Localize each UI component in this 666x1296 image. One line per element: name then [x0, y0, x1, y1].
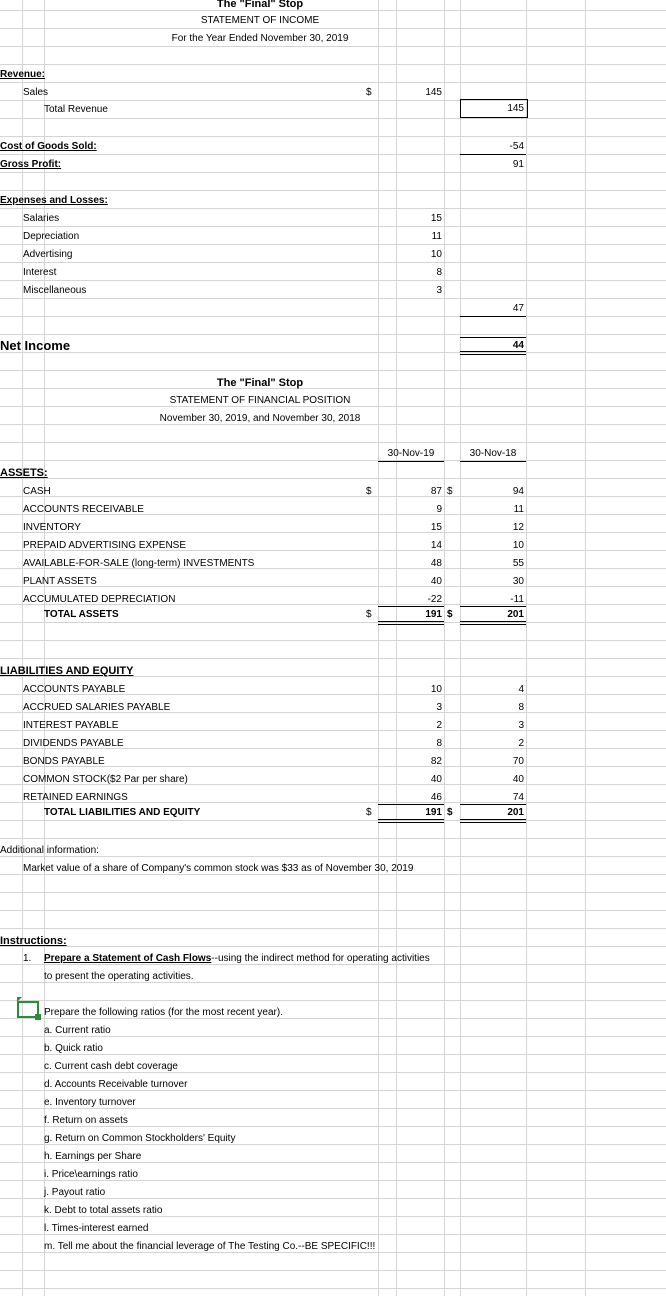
instructions-heading: Instructions:	[0, 935, 67, 947]
income-company-title: The "Final" Stop	[216, 0, 304, 10]
grid-row-line	[0, 82, 666, 83]
liability-value-2018: 8	[518, 702, 524, 713]
grid-row-line	[0, 262, 666, 263]
total-le-dollar: $	[366, 807, 372, 818]
position-statement-title: STATEMENT OF FINANCIAL POSITION	[169, 395, 351, 406]
cogs-underline	[460, 154, 526, 155]
liability-label: ACCOUNTS PAYABLE	[23, 684, 126, 695]
grid-row-line	[0, 892, 666, 893]
ratio-item: m. Tell me about the financial leverage of The Testing Co.--BE SPECIFIC!!!	[44, 1241, 376, 1252]
grid-row-line	[0, 820, 666, 821]
asset-value-2018: 30	[512, 576, 524, 587]
grid-row-line	[0, 946, 666, 947]
net-income-label: Net Income	[0, 338, 71, 353]
liability-value-2018: 40	[512, 774, 524, 785]
liability-value-2019: 8	[436, 738, 442, 749]
grid-row-line	[0, 910, 666, 911]
gross-profit-label: Gross Profit:	[0, 159, 62, 170]
grid-row-line	[0, 172, 666, 173]
position-period: November 30, 2019, and November 30, 2018	[159, 413, 361, 424]
grid-row-line	[0, 856, 666, 857]
asset-label: ACCUMULATED DEPRECIATION	[23, 594, 176, 605]
expense-value: 11	[431, 231, 442, 242]
ratio-item: j. Payout ratio	[44, 1187, 106, 1198]
asset-label: CASH	[23, 486, 51, 497]
expense-label: Salaries	[23, 213, 60, 224]
instruction-1-rest: --using the indirect method for operating activities	[211, 953, 430, 964]
col-header-2018-underline	[460, 461, 526, 462]
asset-value-2019: -22	[427, 594, 442, 605]
total-expenses-value: 47	[512, 303, 524, 314]
grid-row-line	[0, 244, 666, 245]
total-revenue-label: Total Revenue	[44, 104, 108, 115]
grid-row-line	[0, 208, 666, 209]
expenses-heading: Expenses and Losses:	[0, 195, 108, 206]
net-income-topline	[460, 337, 526, 338]
assets-subtotal-line-2019	[378, 606, 444, 607]
ratio-item: e. Inventory turnover	[44, 1097, 136, 1108]
grid-row-line	[0, 622, 666, 623]
grid-row-line	[0, 586, 666, 587]
liability-value-2018: 4	[518, 684, 524, 695]
expense-label: Interest	[23, 267, 57, 278]
grid-row-line	[0, 334, 666, 335]
cash-dollar: $	[366, 486, 372, 497]
additional-info-heading: Additional information:	[0, 845, 99, 856]
grid-row-line	[0, 64, 666, 65]
grid-row-line	[0, 640, 666, 641]
income-period: For the Year Ended November 30, 2019	[171, 33, 349, 44]
grid-row-line	[0, 460, 666, 461]
grid-row-line	[0, 532, 666, 533]
asset-value-2019: 15	[430, 522, 442, 533]
instruction-1-bold: Prepare a Statement of Cash Flows	[44, 953, 212, 964]
liability-label: COMMON STOCK($2 Par per share)	[23, 774, 188, 785]
total-le-2018: 201	[507, 807, 524, 818]
grid-row-line	[0, 10, 666, 11]
liability-value-2019: 3	[436, 702, 442, 713]
liability-value-2019: 40	[430, 774, 442, 785]
asset-value-2019: 48	[430, 558, 442, 569]
grid-row-line	[0, 496, 666, 497]
grid-col-line	[444, 0, 445, 1296]
grid-row-line	[0, 100, 666, 101]
total-assets-2019: 191	[425, 609, 442, 620]
col-header-2018: 30-Nov-18	[469, 448, 517, 459]
liability-label: BONDS PAYABLE	[23, 756, 105, 767]
liability-value-2019: 10	[430, 684, 442, 695]
liability-value-2018: 74	[512, 792, 524, 803]
liability-value-2019: 82	[430, 756, 442, 767]
grid-col-line	[396, 0, 397, 1296]
sales-dollar: $	[366, 87, 372, 98]
expense-value: 3	[436, 285, 442, 296]
ratio-item: f. Return on assets	[44, 1115, 128, 1126]
asset-value-2018: 11	[513, 504, 524, 515]
instruction-2-text: Prepare the following ratios (for the most recent year).	[44, 1007, 283, 1018]
grid-row-line	[0, 928, 666, 929]
asset-value-2018: 55	[512, 558, 524, 569]
grid-row-line	[0, 118, 666, 119]
asset-value-2018: 94	[512, 486, 524, 497]
grid-row-line	[0, 352, 666, 353]
total-assets-double-2018	[460, 621, 526, 625]
cogs-value: -54	[509, 141, 524, 152]
expense-label: Depreciation	[23, 231, 80, 242]
grid-row-line	[0, 478, 666, 479]
asset-value-2018: -11	[510, 594, 524, 605]
asset-label: PREPAID ADVERTISING EXPENSE	[23, 540, 187, 551]
grid-col-line	[460, 0, 461, 1296]
grid-col-line	[585, 0, 586, 1296]
assets-subtotal-line-2018	[460, 606, 526, 607]
ratio-item: b. Quick ratio	[44, 1043, 103, 1054]
total-assets-label: TOTAL ASSETS	[44, 609, 119, 620]
asset-value-2019: 87	[430, 486, 442, 497]
total-assets-dollar-2018: $	[447, 609, 453, 620]
grid-row-line	[0, 1270, 666, 1271]
instruction-1-line2: to present the operating activities.	[44, 971, 194, 982]
expense-value: 10	[430, 249, 442, 260]
asset-label: INVENTORY	[23, 522, 81, 533]
grid-row-line	[0, 658, 666, 659]
cogs-label: Cost of Goods Sold:	[0, 141, 97, 152]
fill-handle[interactable]	[35, 1014, 41, 1020]
total-assets-dollar: $	[366, 609, 372, 620]
grid-col-line	[378, 0, 379, 1296]
grid-row-line	[0, 46, 666, 47]
liability-label: INTEREST PAYABLE	[23, 720, 119, 731]
liability-label: ACCRUED SALARIES PAYABLE	[23, 702, 171, 713]
instruction-1-number: 1.	[23, 953, 32, 964]
asset-label: ACCOUNTS RECEIVABLE	[23, 504, 144, 515]
liability-value-2019: 2	[436, 720, 442, 731]
asset-label: AVAILABLE-FOR-SALE (long-term) INVESTMENTS	[23, 558, 255, 569]
liability-label: DIVIDENDS PAYABLE	[23, 738, 124, 749]
gross-profit-value: 91	[512, 159, 524, 170]
income-statement-title: STATEMENT OF INCOME	[200, 15, 320, 26]
ratio-item: g. Return on Common Stockholders' Equity	[44, 1133, 236, 1144]
ratio-item: d. Accounts Receivable turnover	[44, 1079, 188, 1090]
ratio-item: h. Earnings per Share	[44, 1151, 142, 1162]
expense-label: Advertising	[23, 249, 73, 260]
total-assets-2018: 201	[507, 609, 524, 620]
net-income-value: 44	[512, 340, 524, 351]
liab-subtotal-line-2019	[378, 804, 444, 805]
grid-row-line	[0, 280, 666, 281]
cash-dollar-2018: $	[447, 486, 453, 497]
liability-value-2018: 3	[518, 720, 524, 731]
asset-value-2018: 10	[512, 540, 524, 551]
grid-row-line	[0, 226, 666, 227]
grid-col-line	[526, 0, 527, 1296]
total-le-double-2018	[460, 819, 526, 823]
total-revenue-value: 145	[507, 103, 524, 114]
grid-row-line	[0, 1288, 666, 1289]
liab-subtotal-line-2018	[460, 804, 526, 805]
asset-value-2019: 14	[430, 540, 442, 551]
liability-label: RETAINED EARNINGS	[23, 792, 128, 803]
asset-value-2019: 9	[436, 504, 442, 515]
ratio-item: a. Current ratio	[44, 1025, 111, 1036]
sales-label: Sales	[23, 87, 49, 98]
grid-row-line	[0, 28, 666, 29]
liability-value-2019: 46	[430, 792, 442, 803]
expense-value: 15	[430, 213, 442, 224]
asset-value-2019: 40	[430, 576, 442, 587]
sales-value: 145	[425, 87, 442, 98]
expense-label: Miscellaneous	[23, 285, 87, 296]
total-le-label: TOTAL LIABILITIES AND EQUITY	[44, 807, 201, 818]
liabilities-heading: LIABILITIES AND EQUITY	[0, 665, 134, 677]
asset-label: PLANT ASSETS	[23, 576, 97, 587]
ratio-item: i. Price\earnings ratio	[44, 1169, 138, 1180]
col-header-2019: 30-Nov-19	[387, 448, 435, 459]
asset-value-2018: 12	[512, 522, 524, 533]
liability-value-2018: 2	[518, 738, 524, 749]
expense-value: 8	[436, 267, 442, 278]
net-income-double-underline	[460, 351, 526, 355]
grid-row-line	[0, 136, 666, 137]
ratio-item: c. Current cash debt coverage	[44, 1061, 178, 1072]
grid-row-line	[0, 442, 666, 443]
total-le-2019: 191	[425, 807, 442, 818]
additional-info-text: Market value of a share of Company's common stock was $33 as of November 30, 2019	[23, 863, 414, 874]
assets-heading: ASSETS:	[0, 467, 48, 479]
grid-row-line	[0, 838, 666, 839]
total-le-dollar-2018: $	[447, 807, 453, 818]
grid-row-line	[0, 190, 666, 191]
revenue-heading: Revenue:	[0, 69, 46, 80]
position-company-title: The "Final" Stop	[216, 377, 304, 389]
grid-row-line	[0, 298, 666, 299]
col-header-2019-underline	[378, 461, 444, 462]
ratio-item: k. Debt to total assets ratio	[44, 1205, 163, 1216]
total-expenses-underline	[460, 316, 526, 317]
total-assets-double-2019	[378, 621, 444, 625]
ratio-item: l. Times-interest earned	[44, 1223, 149, 1234]
grid-row-line	[0, 154, 666, 155]
grid-row-line	[0, 1000, 666, 1001]
grid-row-line	[0, 316, 666, 317]
grid-row-line	[0, 370, 666, 371]
total-le-double-2019	[378, 819, 444, 823]
instruction-1	[44, 953, 430, 965]
liability-value-2018: 70	[512, 756, 524, 767]
